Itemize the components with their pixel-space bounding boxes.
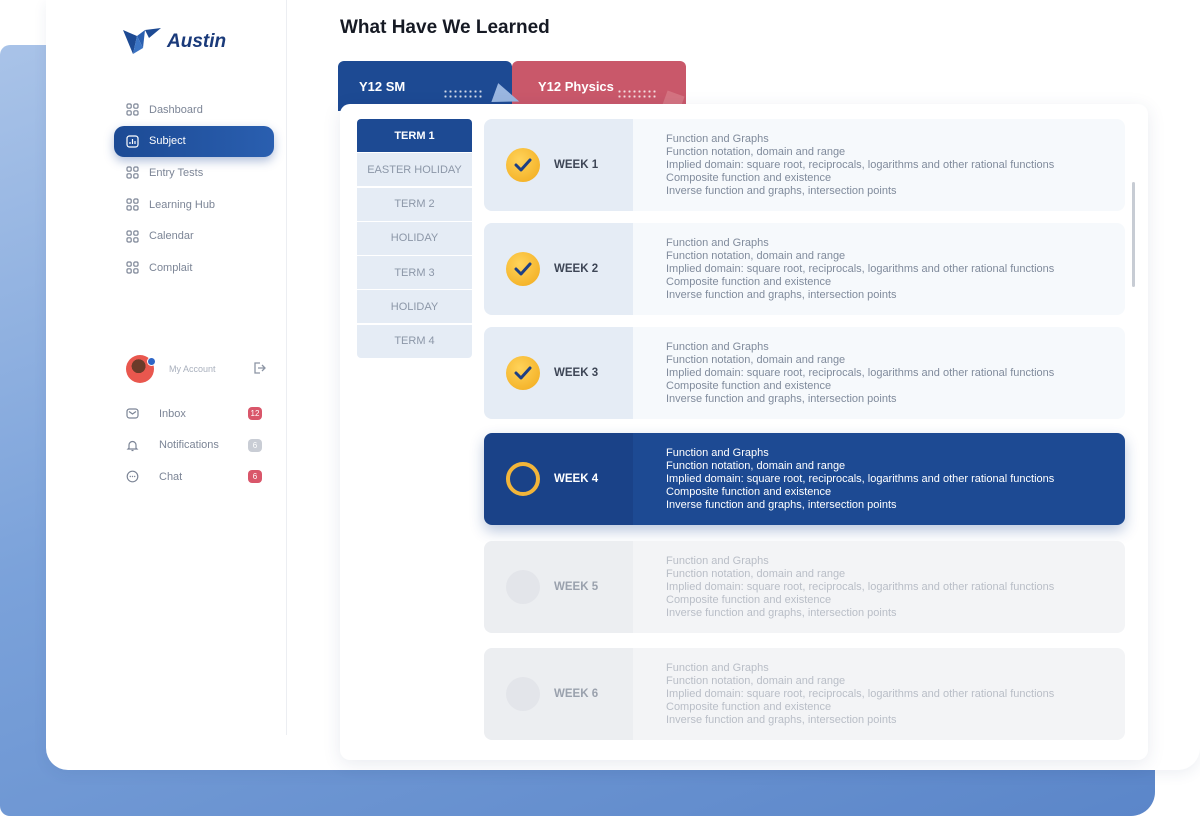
topic-item: Function and Graphs bbox=[666, 554, 769, 567]
sidebar-item-label: Chat bbox=[159, 470, 183, 483]
messages-list bbox=[126, 398, 262, 493]
sidebar-item-entry-tests[interactable] bbox=[114, 157, 274, 188]
scrollbar[interactable] bbox=[1132, 182, 1135, 287]
week-header bbox=[484, 119, 633, 211]
topic-item: Inverse function and graphs, intersection points bbox=[666, 392, 897, 405]
topic-item: Inverse function and graphs, intersection points bbox=[666, 288, 897, 301]
sidebar-item-calendar[interactable] bbox=[114, 221, 274, 252]
my-account-label: My Account bbox=[169, 364, 216, 374]
app-window bbox=[46, 0, 1200, 770]
sidebar-item-label: Subject bbox=[149, 135, 186, 148]
topic-item: Function and Graphs bbox=[666, 446, 769, 459]
topic-item: Implied domain: square root, reciprocals, logarithms and other rational functions bbox=[666, 472, 1055, 485]
topic-item: Implied domain: square root, reciprocals, logarithms and other rational functions bbox=[666, 262, 1055, 275]
topic-item: Inverse function and graphs, intersection points bbox=[666, 713, 897, 726]
logout-icon[interactable] bbox=[252, 361, 266, 375]
topic-item: Inverse function and graphs, intersection points bbox=[666, 498, 897, 511]
topic-item: Composite function and existence bbox=[666, 379, 832, 392]
topic-list bbox=[633, 223, 1125, 315]
topic-item: Inverse function and graphs, intersection points bbox=[666, 606, 897, 619]
week-card[interactable] bbox=[484, 648, 1125, 740]
sidebar-nav bbox=[114, 94, 274, 284]
sidebar-item-chat[interactable] bbox=[126, 461, 262, 493]
chart-icon bbox=[126, 135, 139, 148]
topic-item: Composite function and existence bbox=[666, 171, 832, 184]
week-label: WEEK 4 bbox=[554, 473, 599, 485]
grid-icon bbox=[126, 261, 139, 274]
topic-list bbox=[633, 433, 1125, 525]
count-badge: 6 bbox=[248, 470, 262, 483]
week-card[interactable] bbox=[484, 433, 1125, 525]
dots-decoration bbox=[617, 89, 657, 99]
week-card[interactable] bbox=[484, 119, 1125, 211]
term-item[interactable]: TERM 1 bbox=[357, 119, 472, 152]
my-account[interactable] bbox=[126, 353, 266, 385]
sidebar-item-label: Calendar bbox=[149, 230, 194, 243]
topic-item: Composite function and existence bbox=[666, 700, 832, 713]
week-label: WEEK 1 bbox=[554, 159, 599, 171]
sidebar-item-complait[interactable] bbox=[114, 252, 274, 283]
topic-item: Function notation, domain and range bbox=[666, 567, 846, 580]
topic-item: Function notation, domain and range bbox=[666, 674, 846, 687]
topic-item: Function and Graphs bbox=[666, 661, 769, 674]
sidebar-item-label: Notifications bbox=[159, 439, 219, 452]
mail-icon bbox=[126, 407, 149, 420]
sidebar-item-notifications[interactable] bbox=[126, 430, 262, 462]
week-header bbox=[484, 327, 633, 419]
week-header bbox=[484, 433, 633, 525]
bird-logo-icon bbox=[123, 28, 163, 56]
logo[interactable] bbox=[123, 28, 226, 56]
chat-icon bbox=[126, 470, 149, 483]
grid-icon bbox=[126, 230, 139, 243]
topic-item: Implied domain: square root, reciprocals, logarithms and other rational functions bbox=[666, 580, 1055, 593]
bell-icon bbox=[126, 439, 149, 452]
check-icon bbox=[506, 356, 540, 390]
topic-item: Function and Graphs bbox=[666, 340, 769, 353]
check-icon bbox=[506, 252, 540, 286]
topic-list bbox=[633, 541, 1125, 633]
week-card[interactable] bbox=[484, 541, 1125, 633]
learning-card bbox=[340, 104, 1148, 760]
topic-list bbox=[633, 648, 1125, 740]
sidebar-item-label: Dashboard bbox=[149, 103, 203, 116]
sidebar-item-dashboard[interactable] bbox=[114, 94, 274, 125]
term-item[interactable]: HOLIDAY bbox=[357, 222, 472, 255]
term-list bbox=[357, 119, 472, 359]
term-item[interactable]: TERM 3 bbox=[357, 256, 472, 289]
topic-list bbox=[633, 119, 1125, 211]
brand-name: Austin bbox=[167, 31, 227, 52]
topic-item: Function and Graphs bbox=[666, 236, 769, 249]
week-label: WEEK 6 bbox=[554, 688, 599, 700]
topic-item: Function notation, domain and range bbox=[666, 459, 846, 472]
topic-item: Composite function and existence bbox=[666, 593, 832, 606]
sidebar-item-label: Entry Tests bbox=[149, 166, 204, 179]
count-badge: 6 bbox=[248, 439, 262, 452]
week-label: WEEK 3 bbox=[554, 367, 599, 379]
check-icon bbox=[506, 148, 540, 182]
topic-item: Function notation, domain and range bbox=[666, 145, 846, 158]
topic-item: Implied domain: square root, reciprocals, logarithms and other rational functions bbox=[666, 687, 1055, 700]
term-item[interactable]: EASTER HOLIDAY bbox=[357, 153, 472, 186]
topic-item: Composite function and existence bbox=[666, 485, 832, 498]
week-label: WEEK 5 bbox=[554, 581, 599, 593]
week-header bbox=[484, 541, 633, 633]
term-item[interactable]: TERM 2 bbox=[357, 188, 472, 221]
grid-icon bbox=[126, 198, 139, 211]
page-title: What Have We Learned bbox=[340, 17, 550, 38]
topic-item: Function notation, domain and range bbox=[666, 249, 846, 262]
term-item[interactable]: TERM 4 bbox=[357, 325, 472, 358]
count-badge: 12 bbox=[248, 407, 262, 420]
topic-item: Implied domain: square root, reciprocals, logarithms and other rational functions bbox=[666, 366, 1055, 379]
topic-item: Function notation, domain and range bbox=[666, 353, 846, 366]
in-progress-icon bbox=[506, 462, 540, 496]
week-label: WEEK 2 bbox=[554, 263, 599, 275]
avatar[interactable] bbox=[126, 355, 154, 383]
topic-list bbox=[633, 327, 1125, 419]
tab-label: Y12 Physics bbox=[538, 79, 614, 94]
pending-icon bbox=[506, 677, 540, 711]
sidebar-item-label: Learning Hub bbox=[149, 198, 216, 211]
dots-decoration bbox=[443, 89, 483, 99]
week-header bbox=[484, 648, 633, 740]
sidebar-item-inbox[interactable] bbox=[126, 398, 262, 430]
grid-icon bbox=[126, 166, 139, 179]
topic-item: Inverse function and graphs, intersection points bbox=[666, 184, 897, 197]
week-card[interactable] bbox=[484, 223, 1125, 315]
week-card[interactable] bbox=[484, 327, 1125, 419]
sidebar-item-learning-hub[interactable] bbox=[114, 189, 274, 220]
pending-icon bbox=[506, 570, 540, 604]
topic-item: Implied domain: square root, reciprocals, logarithms and other rational functions bbox=[666, 158, 1055, 171]
term-item[interactable]: HOLIDAY bbox=[357, 290, 472, 323]
sidebar-item-subject[interactable] bbox=[114, 126, 274, 157]
sidebar bbox=[46, 0, 287, 735]
sidebar-item-label: Inbox bbox=[159, 407, 186, 420]
tab-label: Y12 SM bbox=[359, 79, 406, 94]
sidebar-item-label: Complait bbox=[149, 261, 193, 274]
week-header bbox=[484, 223, 633, 315]
topic-item: Composite function and existence bbox=[666, 275, 832, 288]
topic-item: Function and Graphs bbox=[666, 132, 769, 145]
grid-icon bbox=[126, 103, 139, 116]
